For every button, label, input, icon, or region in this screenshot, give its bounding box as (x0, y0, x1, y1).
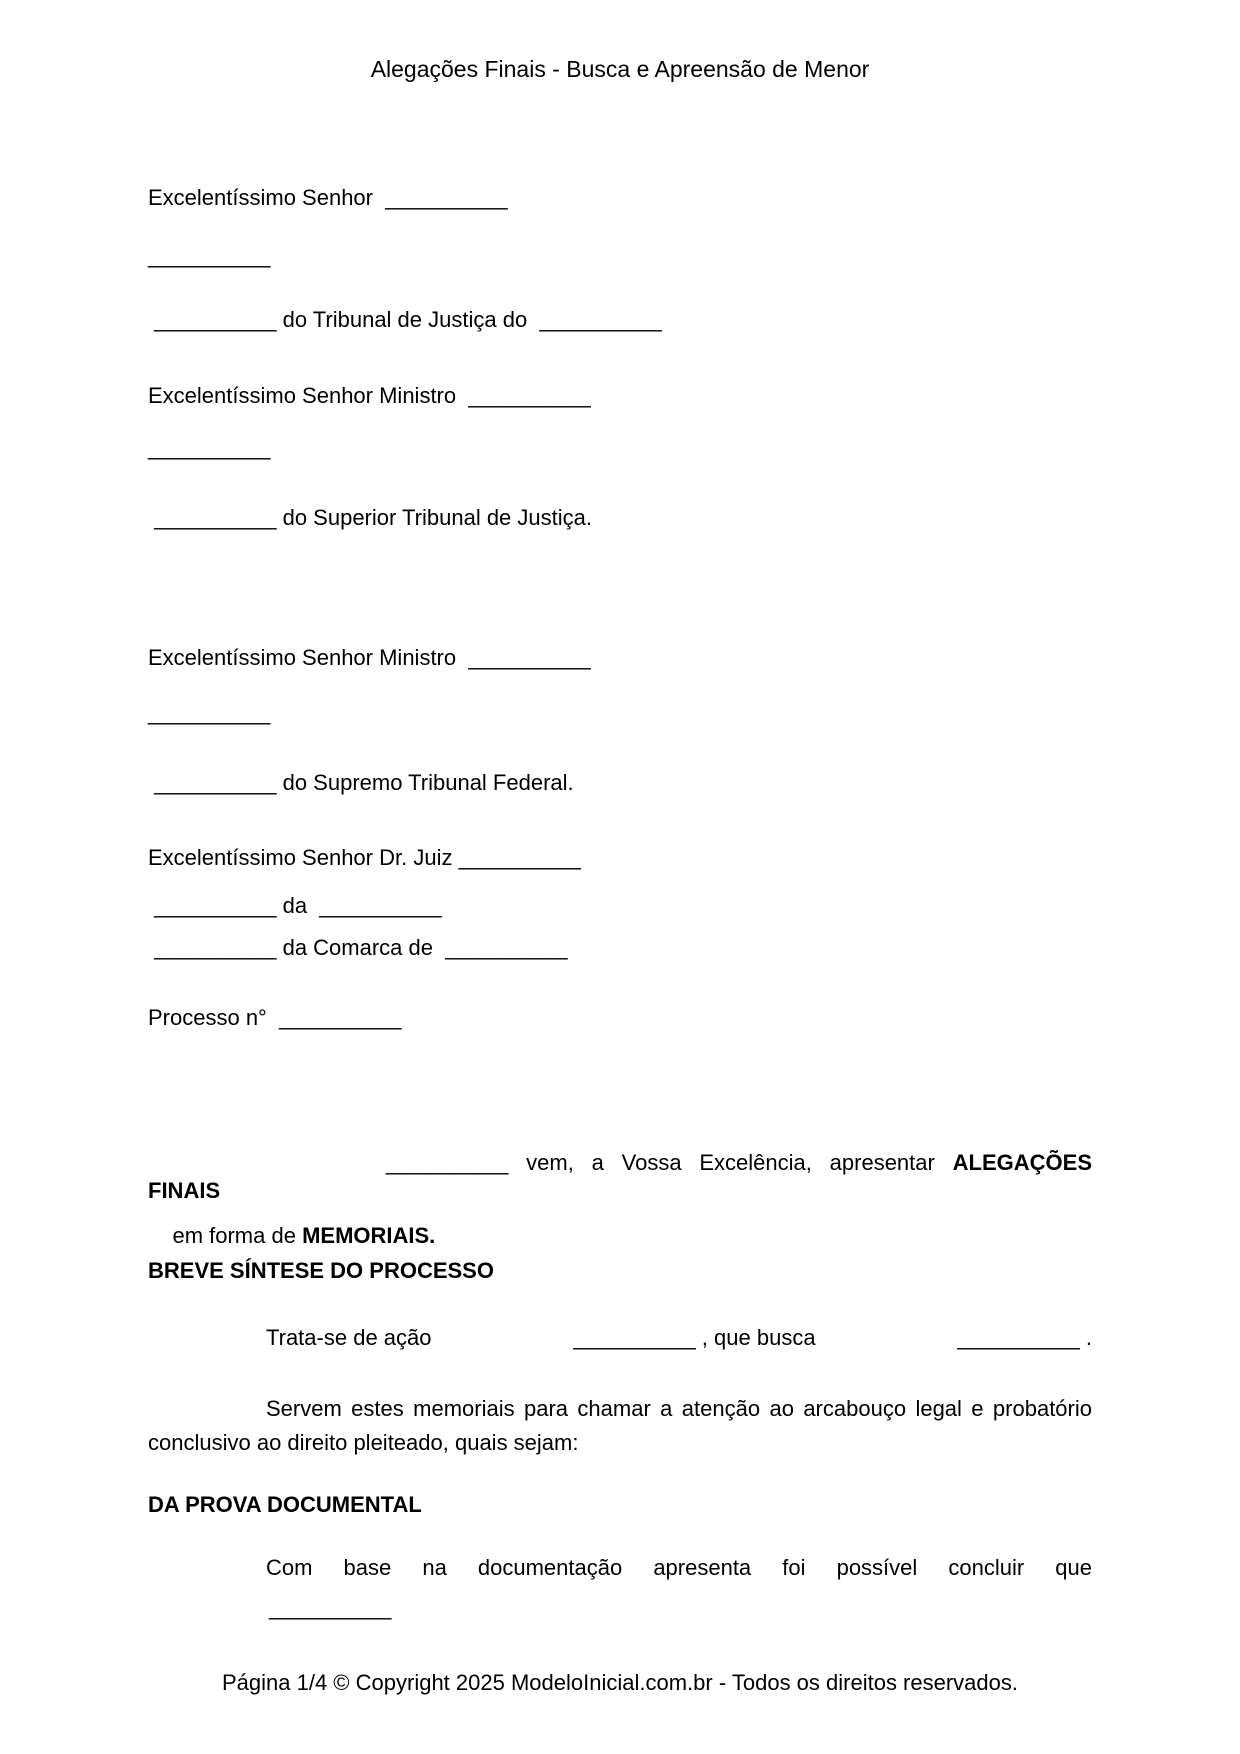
com-base-blank-field: __________ (269, 1595, 392, 1620)
intro-blank-field: __________ (386, 1150, 509, 1175)
page-footer: Página 1/4 © Copyright 2025 ModeloInicial.com.br - Todos os direitos reservados. (222, 1670, 1018, 1695)
blank-line-1: __________ (148, 243, 271, 268)
servem-paragraph-line-1: Servem estes memoriais para chamar a atenção ao arcabouço legal e probatório (266, 1396, 1092, 1421)
blank-line-2: __________ (148, 435, 271, 460)
addressee-senhor-line: Excelentíssimo Senhor __________ (148, 185, 508, 210)
section-heading-prova-documental: DA PROVA DOCUMENTAL (148, 1492, 422, 1517)
addressee-ministro-stj-line: Excelentíssimo Senhor Ministro __________ (148, 383, 591, 408)
processo-numero-line: Processo n° __________ (148, 1005, 402, 1030)
superior-tribunal-line: __________ do Superior Tribunal de Justiça. (148, 505, 592, 530)
trata-se-text: Trata-se de ação (266, 1325, 432, 1350)
tribunal-de-justica-line: __________ do Tribunal de Justiça do __________ (148, 307, 662, 332)
servem-paragraph-line-2: conclusivo ao direito pleiteado, quais sejam: (148, 1430, 579, 1455)
trata-se-blank-1: __________ , que busca (573, 1325, 816, 1350)
addressee-juiz-line: Excelentíssimo Senhor Dr. Juiz __________ (148, 845, 581, 870)
intro-text: vem, a Vossa Excelência, apresentar (508, 1150, 953, 1175)
trata-se-line (148, 1324, 1092, 1352)
vara-line: __________ da __________ (148, 893, 442, 918)
addressee-ministro-stf-line: Excelentíssimo Senhor Ministro __________ (148, 645, 591, 670)
blank-line-3: __________ (148, 700, 271, 725)
comarca-line: __________ da Comarca de __________ (148, 935, 568, 960)
intro-text-2: em forma de (172, 1223, 303, 1248)
trata-se-blank-2: __________ . (957, 1325, 1092, 1350)
memoriais-bold: MEMORIAIS. (302, 1223, 436, 1248)
com-base-line: Com base na documentação apresenta foi possível concluir que (266, 1555, 1092, 1580)
supremo-tribunal-line: __________ do Supremo Tribunal Federal. (148, 770, 574, 795)
section-heading-breve-sintese: BREVE SÍNTESE DO PROCESSO (148, 1258, 494, 1283)
document-title: Alegações Finais - Busca e Apreensão de Menor (370, 56, 870, 82)
alegacoes-finais-bold: ALEGAÇÕES FINAIS (148, 1150, 1092, 1203)
